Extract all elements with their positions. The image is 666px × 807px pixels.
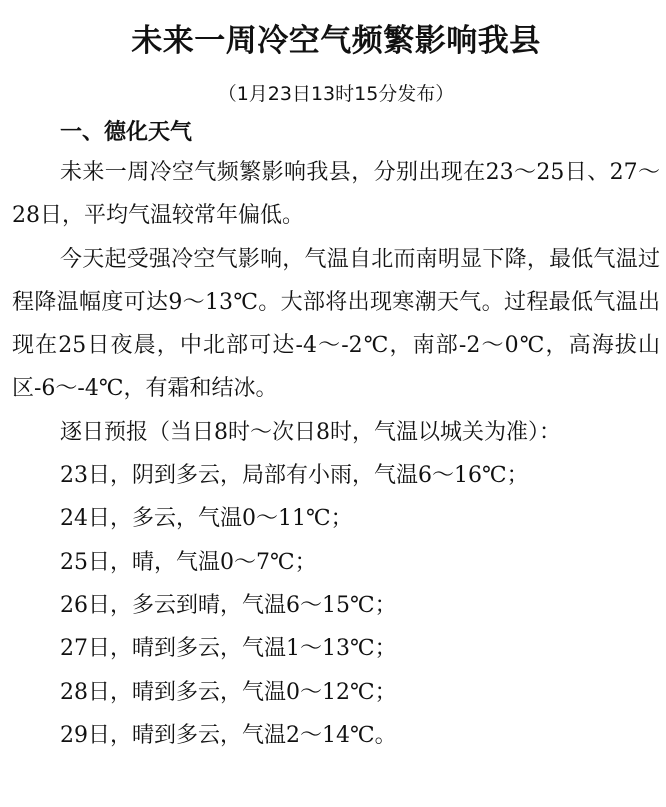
forecast-day-25: 25日，晴，气温0～7℃； [60, 549, 317, 575]
daily-forecast-list [12, 454, 660, 757]
forecast-day-24: 24日，多云，气温0～11℃； [60, 506, 353, 532]
document-page [12, 0, 660, 757]
section-heading: 一、德化天气 [60, 120, 193, 145]
cold-wave-paragraph: 今天起受强冷空气影响，气温自北而南明显下降，最低气温过程降温幅度可达9～13℃。大部将出现寒潮天气。过程最低气温出现在25日夜晨，中北部可达-4～-2℃，南部-2～0℃，高海拔山区-6～-4℃，有霜和结冰。 [12, 246, 660, 402]
summary-paragraph: 未来一周冷空气频繁影响我县，分别出现在23～25日、27～28日，平均气温较常年偏低。 [12, 160, 660, 229]
issue-time: （1月23日13时15分发布） [217, 83, 455, 105]
forecast-day-23: 23日，阴到多云，局部有小雨，气温6～16℃； [60, 463, 529, 489]
document-title: 未来一周冷空气频繁影响我县 [131, 23, 541, 59]
forecast-day-26: 26日，多云到晴，气温6～15℃； [60, 592, 397, 618]
forecast-day-27: 27日，晴到多云，气温1～13℃； [60, 636, 397, 662]
daily-forecast-intro: 逐日预报（当日8时～次日8时，气温以城关为准）： [60, 419, 561, 445]
forecast-day-28: 28日，晴到多云，气温0～12℃； [60, 679, 397, 705]
forecast-day-29: 29日，晴到多云，气温2～14℃。 [60, 722, 397, 748]
